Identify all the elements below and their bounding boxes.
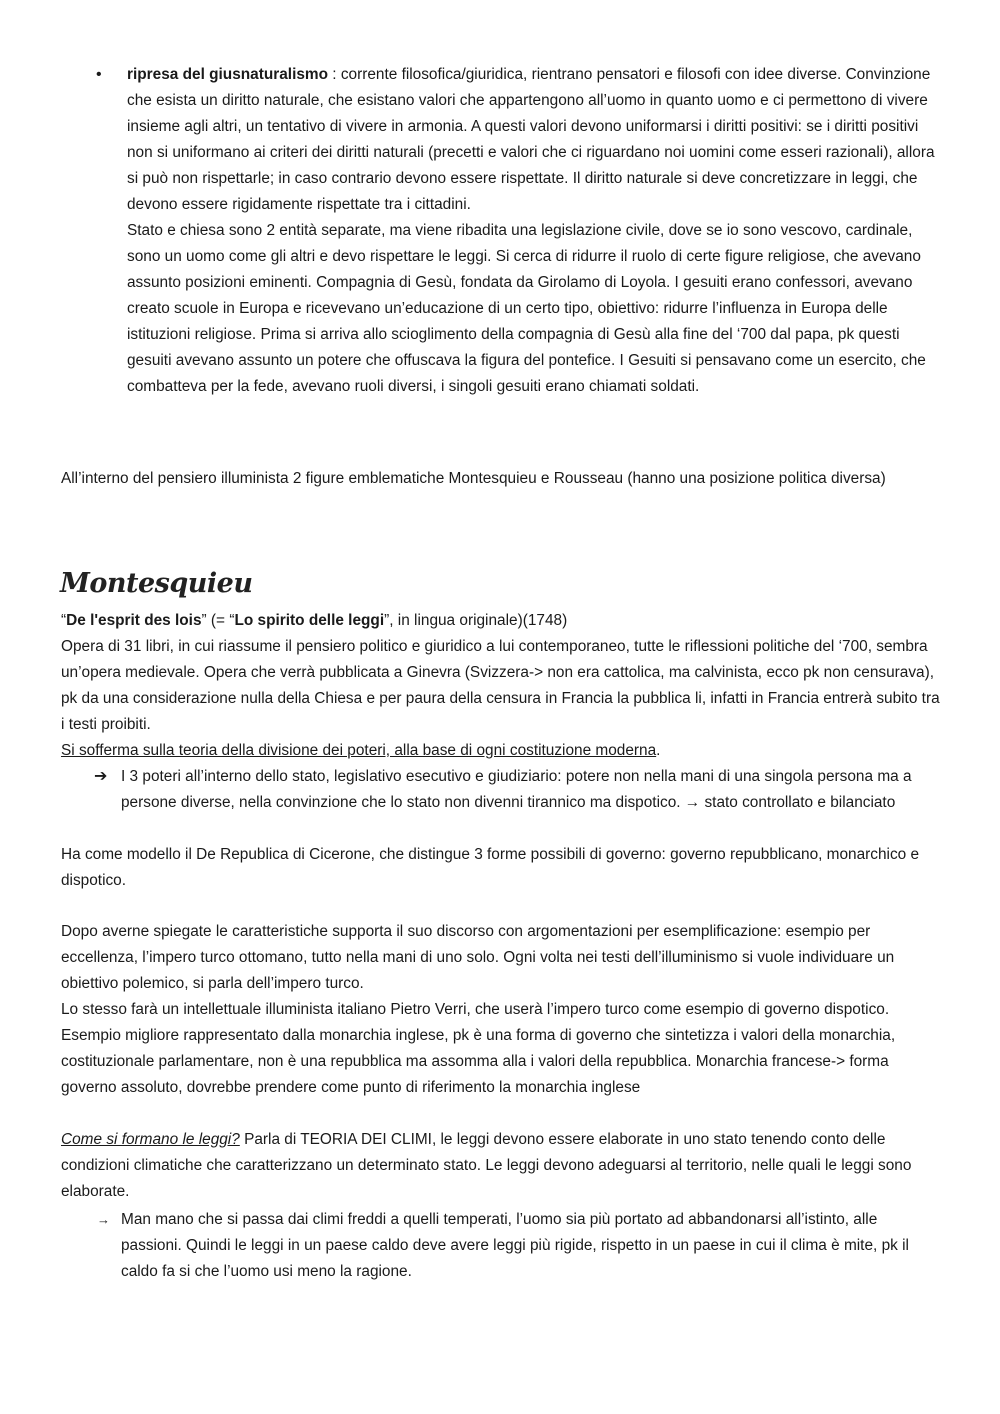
quote-mid: ” (= “ xyxy=(201,612,235,629)
quote-open: “ xyxy=(61,612,67,629)
work-title-fr: De l'esprit des lois xyxy=(66,612,202,629)
giusnaturalismo-paragraph xyxy=(127,62,947,218)
bullet-dot-icon: • xyxy=(96,66,102,83)
opera-paragraph: Opera di 31 libri, in cui riassume il pensiero politico e giuridico a lui contemporaneo, tutte le riflessioni politiche del ‘700, sembra un’opera medievale. Opera che verrà pubblicata a Ginevra (Svizzera-> non era cattolica, ma calvinista, ecco pk non censurava), pk da una considerazione nulla della Chiesa e per paura della censura in Francia la pubblica li, infatti in Francia entrerà subito tra i testi proibiti. xyxy=(61,638,940,733)
work-title-after: ”, in lingua originale)(1748) xyxy=(384,612,568,629)
divisione-poteri-underlined: Si sofferma sulla teoria della divisione dei poteri, alla base di ogni costituzione moderna xyxy=(61,742,657,759)
section-heading-montesquieu: Montesquieu xyxy=(60,568,253,599)
divisione-poteri-line xyxy=(61,738,941,764)
giusnaturalismo-text: : corrente filosofica/giuridica, rientrano pensatori e filosofi con idee diverse. Convinzione che esista un diritto naturale, che esistano valori che appartengono all’uomo in quanto uomo e ci permettono di vivere insieme agli altri, un tentativo di vivere in armonia. A questi valori devono uniformarsi i diritti positivi: se i diritti positivi non si uniformano ai criteri dei diritti naturali (precetti e valori che ci riguardano noi uomini come esseri razionali), allora si può non rispettarle; in caso contrario devono essere rispettate. Il diritto naturale si deve concretizzare in leggi, che devono essere rigidamente rispettate tra i cittadini. xyxy=(127,66,935,213)
giusnaturalismo-term: ripresa del giusnaturalismo xyxy=(127,66,328,83)
stato-chiesa-paragraph: Stato e chiesa sono 2 entità separate, ma viene ribadita una legislazione civile, dove se io sono vescovo, cardinale, sono un uomo come gli altri e devo rispettare le leggi. Si cerca di ridurre il ruolo di certe figure religiose, che avevano assunto posizioni eminenti. Compagnia di Gesù, fondata da Girolamo di Loyola. I gesuiti erano confessori, avevano creato scuole in Europa e ricevevano un’educazione di un certo tipo, obiettivo: ridurre l’influenza in Europa delle istituzioni religiose. Prima si arriva allo scioglimento della compagnia di Gesù alla fine del ‘700 dal papa, pk questi gesuiti avevano assunto un potere che offuscava la figura del pontefice. I Gesuiti si pensavano come un esercito, che combatteva per la fede, avevano ruoli diversi, i singoli gesuiti erano chiamati soldati. xyxy=(127,222,926,395)
intro-paragraph: All’interno del pensiero illuminista 2 figure emblematiche Montesquieu e Rousseau (hanno una posizione politica diversa) xyxy=(61,470,886,487)
modello-paragraph: Ha come modello il De Republica di Cicerone, che distingue 3 forme possibili di governo: governo repubblicano, monarchico e dispotico. xyxy=(61,846,920,889)
montesquieu-section xyxy=(61,608,941,764)
giusnaturalismo-bullet xyxy=(127,62,947,400)
verri-paragraph: Lo stesso farà un intellettuale illuminista italiano Pietro Verri, che userà l’impero turco come esempio di governo dispotico. Esempio migliore rappresentato dalla monarchia inglese, pk è una forma di governo che sintetizza i valori della monarchia, costituzionale parlamentare, non è una repubblica ma assomma alla i valori della repubblica. Monarchia francese-> forma governo assoluto, dovrebbe prendere come punto di riferimento la monarchia inglese xyxy=(61,1001,896,1096)
poteri-item: I 3 poteri all’interno dello stato, legislativo esecutivo e giudiziario: potere non nella mani di una singola persona ma a persone diverse, nella convinzione che lo stato non divenni tirannico ma dispotico. → stato controllato e bilanciato xyxy=(121,768,912,811)
leggi-text: Parla di TEORIA DEI CLIMI, le leggi devono essere elaborate in uno stato tenendo conto delle condizioni climatiche che caratterizzano un determinato stato. Le leggi devono adeguarsi al territorio, nelle quali le leggi sono elaborate. xyxy=(61,1131,912,1200)
divisione-poteri-period: . xyxy=(656,742,661,759)
climi-item: Man mano che si passa dai climi freddi a quelli temperati, l’uomo sia più portato ad abbandonarsi all’istinto, alle passioni. Quindi le leggi in un paese caldo deve avere leggi più rigide, rispetto in un paese in cui il clima è mite, pk il caldo fa si che l’uomo usi meno la ragione. xyxy=(121,1211,909,1280)
leggi-paragraph xyxy=(61,1127,941,1205)
small-arrow-icon: → xyxy=(97,1212,110,1227)
dopo-paragraph: Dopo averne spiegate le caratteristiche supporta il suo discorso con argomentazioni per esemplificazione: esempio per eccellenza, l’impero turco ottomano, tutto nella mani di uno solo. Ogni volta nei testi dell’illuminismo si vuole individuare un obiettivo polemico, si parla dell’impero turco. xyxy=(61,923,895,992)
work-title-it: Lo spirito delle leggi xyxy=(234,612,385,629)
leggi-question: Come si formano le leggi? xyxy=(61,1131,240,1148)
work-title-line xyxy=(61,608,941,634)
arrow-right-icon: ➔ xyxy=(94,768,108,785)
